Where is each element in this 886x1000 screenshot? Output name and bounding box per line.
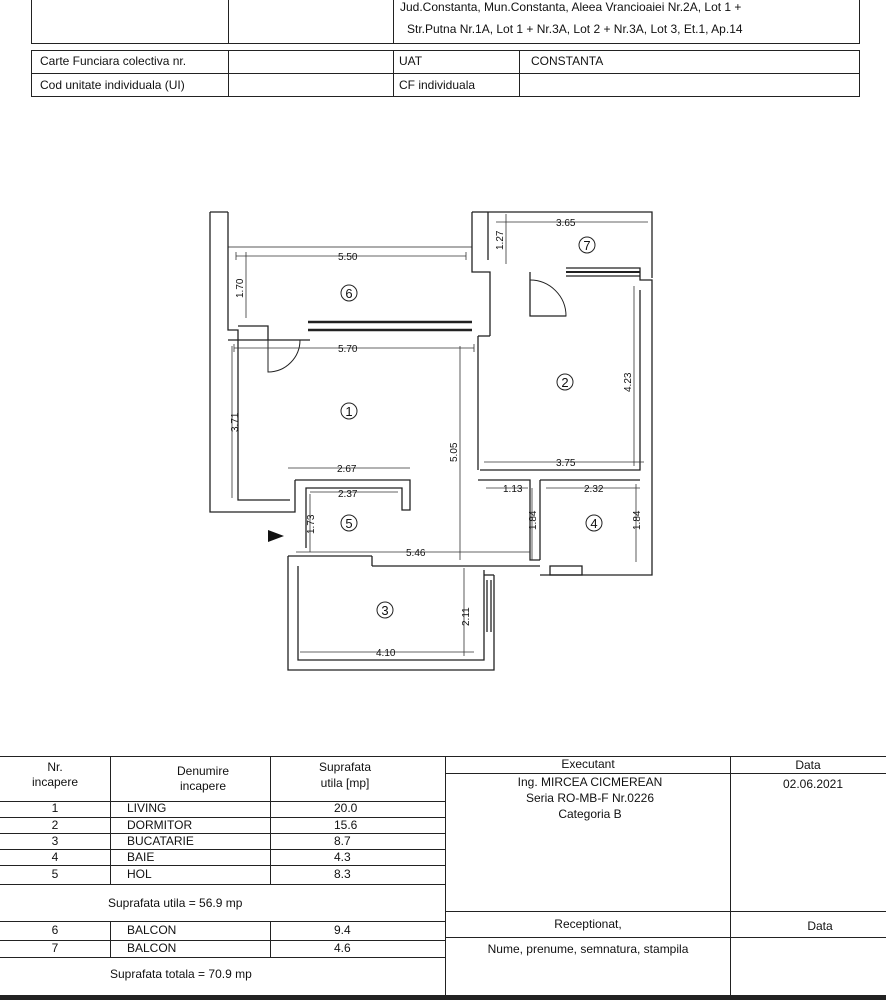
- data-value: 02.06.2021: [782, 777, 844, 791]
- room-number-2: 2: [561, 375, 569, 390]
- dim-5-46: 5.46: [406, 548, 426, 559]
- dim-2-32: 2.32: [584, 484, 604, 495]
- dim-1-84-left: 1.84: [528, 510, 539, 530]
- dim-2-67: 2.67: [337, 464, 357, 475]
- row-area: 9.4: [334, 923, 351, 937]
- suprafata-utila: Suprafata utila = 56.9 mp: [108, 896, 243, 910]
- dim-3-71: 3.71: [230, 412, 241, 432]
- row-area: 15.6: [334, 818, 358, 832]
- suprafata-header-line1: Suprafata: [318, 760, 372, 774]
- row-name: BUCATARIE: [127, 834, 194, 848]
- room-number-3: 3: [381, 603, 389, 618]
- uat-value: CONSTANTA: [531, 54, 604, 68]
- executant-seria: Seria RO-MB-F Nr.0226: [525, 791, 655, 805]
- row-nr: 5: [51, 867, 59, 881]
- dim-1-70: 1.70: [235, 278, 246, 298]
- carte-funciara-label: Carte Funciara colectiva nr.: [40, 54, 187, 68]
- room-number-7: 7: [583, 238, 591, 253]
- receptionat-data-label: Data: [807, 919, 833, 933]
- denumire-header-line1: Denumire: [176, 764, 230, 778]
- dim-3-75: 3.75: [556, 458, 576, 469]
- nr-header-line2: incapere: [31, 775, 79, 789]
- cod-unitate-label: Cod unitate individuala (UI): [40, 78, 185, 92]
- dim-1-84-right: 1.84: [632, 510, 643, 530]
- dim-4-10: 4.10: [376, 648, 396, 659]
- dim-1-13: 1.13: [503, 484, 523, 495]
- row-name: DORMITOR: [127, 818, 193, 832]
- room-number-1: 1: [345, 404, 353, 419]
- data-label: Data: [795, 758, 821, 772]
- address-line-1: Jud.Constanta, Mun.Constanta, Aleea Vrancioaiei Nr.2A, Lot 1 +: [400, 0, 742, 14]
- row-name: HOL: [127, 867, 152, 881]
- row-nr: 7: [51, 941, 59, 955]
- receptionat-label: Receptionat,: [554, 917, 622, 931]
- address-line-2: Str.Putna Nr.1A, Lot 1 + Nr.3A, Lot 2 + Nr.3A, Lot 3, Et.1, Ap.14: [407, 22, 743, 36]
- row-area: 8.3: [334, 867, 351, 881]
- row-name: LIVING: [127, 801, 167, 815]
- dim-5-05: 5.05: [449, 442, 460, 462]
- executant-categoria: Categoria B: [558, 807, 622, 821]
- row-area: 4.6: [334, 941, 351, 955]
- executant-label: Executant: [561, 757, 615, 771]
- signature-data-cell: [730, 937, 886, 997]
- dim-3-65: 3.65: [556, 218, 576, 229]
- suprafata-totala: Suprafata totala = 70.9 mp: [110, 967, 252, 981]
- row-nr: 4: [51, 850, 59, 864]
- room-number-6: 6: [345, 286, 353, 301]
- row-name: BALCON: [127, 941, 177, 955]
- row-nr: 2: [51, 818, 59, 832]
- dim-2-37: 2.37: [338, 489, 358, 500]
- row-area: 4.3: [334, 850, 351, 864]
- row-nr: 1: [51, 801, 59, 815]
- dim-5-70: 5.70: [338, 344, 358, 355]
- dim-1-73: 1.73: [306, 514, 317, 534]
- room-number-4: 4: [590, 516, 598, 531]
- uat-label: UAT: [399, 54, 423, 68]
- entry-arrow-icon: [268, 530, 284, 542]
- bottom-border: [0, 995, 886, 1000]
- executant-name: Ing. MIRCEA CICMEREAN: [517, 775, 663, 789]
- row-area: 8.7: [334, 834, 351, 848]
- denumire-header-line2: incapere: [179, 779, 227, 793]
- row-name: BAIE: [127, 850, 155, 864]
- dim-1-27: 1.27: [495, 230, 506, 250]
- dim-5-50: 5.50: [338, 252, 358, 263]
- row-nr: 6: [51, 923, 59, 937]
- nr-header-line1: Nr.: [47, 760, 63, 774]
- row-nr: 3: [51, 834, 59, 848]
- room-number-5: 5: [345, 516, 353, 531]
- row-name: BALCON: [127, 923, 177, 937]
- dim-4-23: 4.23: [623, 372, 634, 392]
- cf-individuala-label: CF individuala: [399, 78, 476, 92]
- suprafata-header-line2: utila [mp]: [320, 776, 370, 790]
- data-value-cell: [730, 773, 886, 912]
- signature-label: Nume, prenume, semnatura, stampila: [487, 942, 689, 956]
- row-area: 20.0: [334, 801, 358, 815]
- dim-2-11: 2.11: [461, 607, 472, 626]
